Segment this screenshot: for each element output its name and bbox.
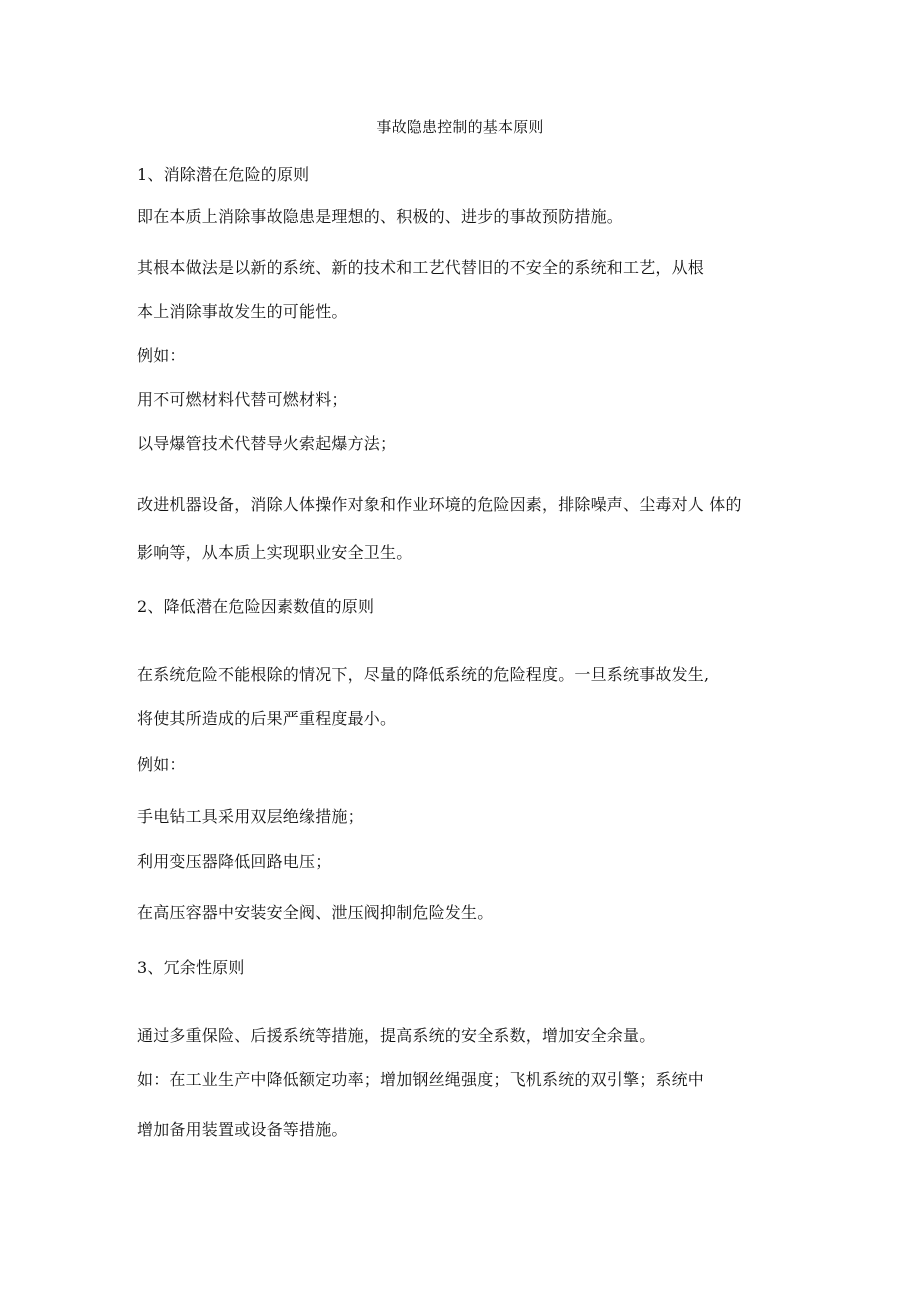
paragraph-line: 例如： <box>137 755 186 774</box>
paragraph-line: 在系统危险不能根除的情况下，尽量的降低系统的危险程度。一旦系统事故发生, <box>137 665 710 684</box>
document-title: 事故隐患控制的基本原则 <box>376 118 544 136</box>
paragraph-line: 将使其所造成的后果严重程度最小。 <box>137 709 397 728</box>
paragraph-line: 例如： <box>137 346 186 365</box>
paragraph-line: 在高压容器中安装安全阀、泄压阀抑制危险发生。 <box>137 903 494 922</box>
paragraph-line: 如：在工业生产中降低额定功率；增加钢丝绳强度；飞机系统的双引擎；系统中 <box>137 1070 705 1089</box>
paragraph-line: 手电钻工具采用双层绝缘措施； <box>137 807 364 826</box>
paragraph-line: 改进机器设备，消除人体操作对象和作业环境的危险因素，排除噪声、尘毒对人 体的 <box>137 495 742 514</box>
paragraph-line: 以导爆管技术代替导火索起爆方法； <box>137 434 397 453</box>
paragraph-line: 影响等，从本质上实现职业安全卫生。 <box>137 543 413 562</box>
section-heading-3: 3、冗余性原则 <box>137 958 245 977</box>
paragraph-line: 其根本做法是以新的系统、新的技术和工艺代替旧的不安全的系统和工艺，从根 <box>137 258 705 277</box>
paragraph-line: 增加备用装置或设备等措施。 <box>137 1120 348 1139</box>
paragraph-line: 用不可燃材料代替可燃材料； <box>137 390 348 409</box>
paragraph-line: 本上消除事故发生的可能性。 <box>137 302 348 321</box>
paragraph-line: 即在本质上消除事故隐患是理想的、积极的、进步的事故预防措施。 <box>137 207 624 226</box>
paragraph-line: 利用变压器降低回路电压； <box>137 852 332 871</box>
section-heading-1: 1、消除潜在危险的原则 <box>137 165 310 184</box>
section-heading-2: 2、降低潜在危险因素数值的原则 <box>137 597 375 616</box>
paragraph-line: 通过多重保险、后援系统等措施，提高系统的安全系数，增加安全余量。 <box>137 1026 656 1045</box>
